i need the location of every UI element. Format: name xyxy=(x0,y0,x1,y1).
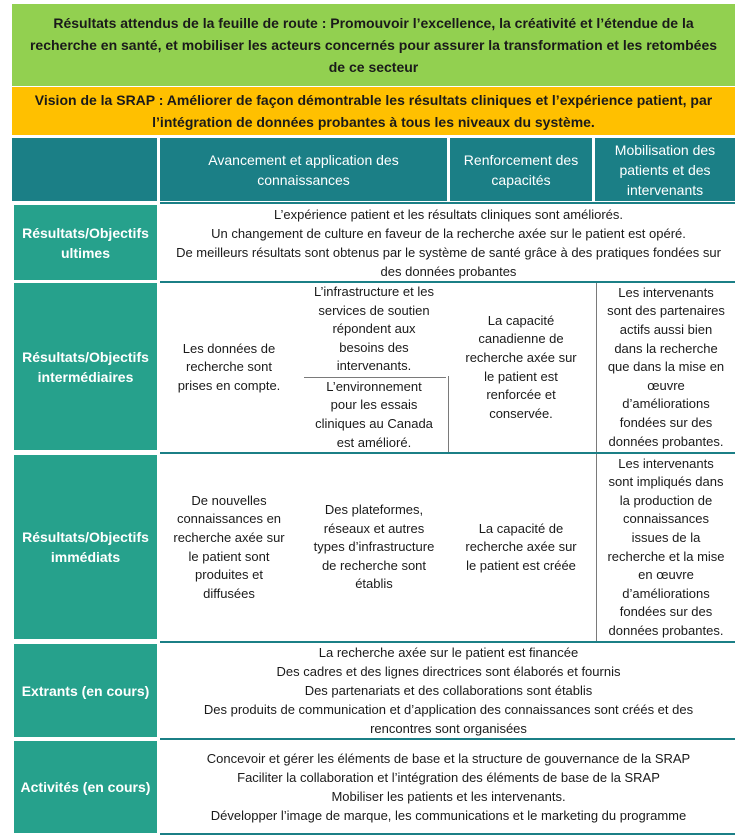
row-label-ultimate-text: Résultats/Objectifs ultimes xyxy=(22,224,149,261)
outputs-cell xyxy=(162,643,735,738)
row-label-activities-text: Activités (en cours) xyxy=(20,779,151,795)
row-label-activities xyxy=(14,741,157,833)
column-header-mobilization xyxy=(595,138,735,201)
immediate-capacity-text: La capacité de recherche axée sur le patient est créée xyxy=(465,520,577,573)
ultimate-outcome-line: De meilleurs résultats sont obtenus par le système de santé grâce à des pratiques fondées sur des données probantes xyxy=(176,244,721,279)
row-label-intermediate-text: Résultats/Objectifs intermédiaires xyxy=(22,348,149,385)
row-label-immediate-text: Résultats/Objectifs immédiats xyxy=(22,529,149,565)
output-line: La recherche axée sur le patient est financée xyxy=(318,645,579,660)
activity-line: Mobiliser les patients et les intervenants. xyxy=(331,788,566,804)
activity-line: Faciliter la collaboration et l’intégration des éléments de base de la SRAP xyxy=(237,769,660,785)
immediate-mobilization-text: Les intervenants sont impliqués dans la production de connaissances issues de la recherche et la mise en œuvre d’améliorations fondées sur des données probantes. xyxy=(607,455,725,638)
corner-header-cell xyxy=(12,138,157,201)
row-label-intermediate xyxy=(14,283,157,450)
column-header-capacity-label: Renforcement des capacités xyxy=(463,151,579,188)
intermediate-knowledge-b-top-cell xyxy=(302,283,446,376)
vision-banner xyxy=(12,87,735,135)
activity-line: Concevoir et gérer les éléments de base et la structure de gouvernance de la SRAP xyxy=(206,750,691,766)
intermediate-knowledge-a-text: Les données de recherche sont prises en compte. xyxy=(177,340,281,393)
output-line: Des produits de communication et d’application des connaissances sont créés et des rencontres sont organisées xyxy=(203,702,694,736)
activities-cell xyxy=(162,740,735,833)
intermediate-mobilization-text: Les intervenants sont des partenaires actifs aussi bien dans la recherche que dans la mise en œuvre d’améliorations fondées sur des données probantes. xyxy=(607,284,725,449)
intermediate-knowledge-b-bottom-cell xyxy=(302,378,446,452)
column-header-knowledge xyxy=(160,138,447,201)
immediate-capacity-cell xyxy=(450,454,592,641)
intermediate-knowledge-b-top-text: L’infrastructure et les services de soutien répondent aux besoins des intervenants. xyxy=(314,284,434,374)
roadmap-results-text: Résultats attendus de la feuille de route : Promouvoir l’excellence, la créativité et l’étendue de la recherche en santé, et mobiliser les acteurs concernés pour assurer la transformation et les retombées de ce secteur xyxy=(29,15,718,75)
ultimate-outcome-line: Un changement de culture en faveur de la recherche axée sur le patient est opéré. xyxy=(211,225,686,241)
row-label-ultimate xyxy=(14,205,157,280)
column-header-mobilization-label: Mobilisation des patients et des intervenants xyxy=(614,141,716,198)
row-label-outputs-text: Extrants (en cours) xyxy=(21,682,150,699)
immediate-knowledge-b-cell xyxy=(302,454,446,641)
column-header-knowledge-label: Avancement et application des connaissances xyxy=(208,151,399,188)
intermediate-knowledge-a-cell xyxy=(162,283,296,452)
ultimate-outcome-line: L’expérience patient et les résultats cliniques sont améliorés. xyxy=(273,206,624,222)
roadmap-results-banner xyxy=(12,4,735,86)
immediate-knowledge-a-cell xyxy=(162,454,296,641)
ultimate-outcomes-cell xyxy=(162,204,735,281)
intermediate-knowledge-b-bottom-text: L’environnement pour les essais cliniques au Canada est amélioré. xyxy=(315,378,433,450)
immediate-knowledge-b-text: Des plateformes, réseaux et autres types d’infrastructure de recherche sont établis xyxy=(313,502,435,592)
row-label-immediate xyxy=(14,455,157,639)
vision-text: Vision de la SRAP : Améliorer de façon démontrable les résultats cliniques et l’expérience patient, par l’intégration de données probantes à tous les niveaux du système. xyxy=(34,92,713,130)
row-label-outputs xyxy=(14,644,157,737)
output-line: Des cadres et des lignes directrices sont élaborés et fournis xyxy=(276,664,621,679)
intermediate-capacity-cell xyxy=(450,283,592,452)
output-line: Des partenariats et des collaborations sont établis xyxy=(304,683,593,698)
intermediate-capacity-text: La capacité canadienne de recherche axée sur le patient est renforcée et conservée. xyxy=(465,312,577,421)
immediate-knowledge-a-text: De nouvelles connaissances en recherche axée sur le patient sont produites et diffusées xyxy=(173,492,285,601)
activity-line: Développer l’image de marque, les communications et le marketing du programme xyxy=(210,807,687,823)
intermediate-mobilization-cell xyxy=(597,283,735,452)
column-header-capacity xyxy=(450,138,592,201)
column-divider xyxy=(448,376,449,452)
immediate-mobilization-cell xyxy=(597,454,735,641)
row-divider xyxy=(160,833,735,835)
